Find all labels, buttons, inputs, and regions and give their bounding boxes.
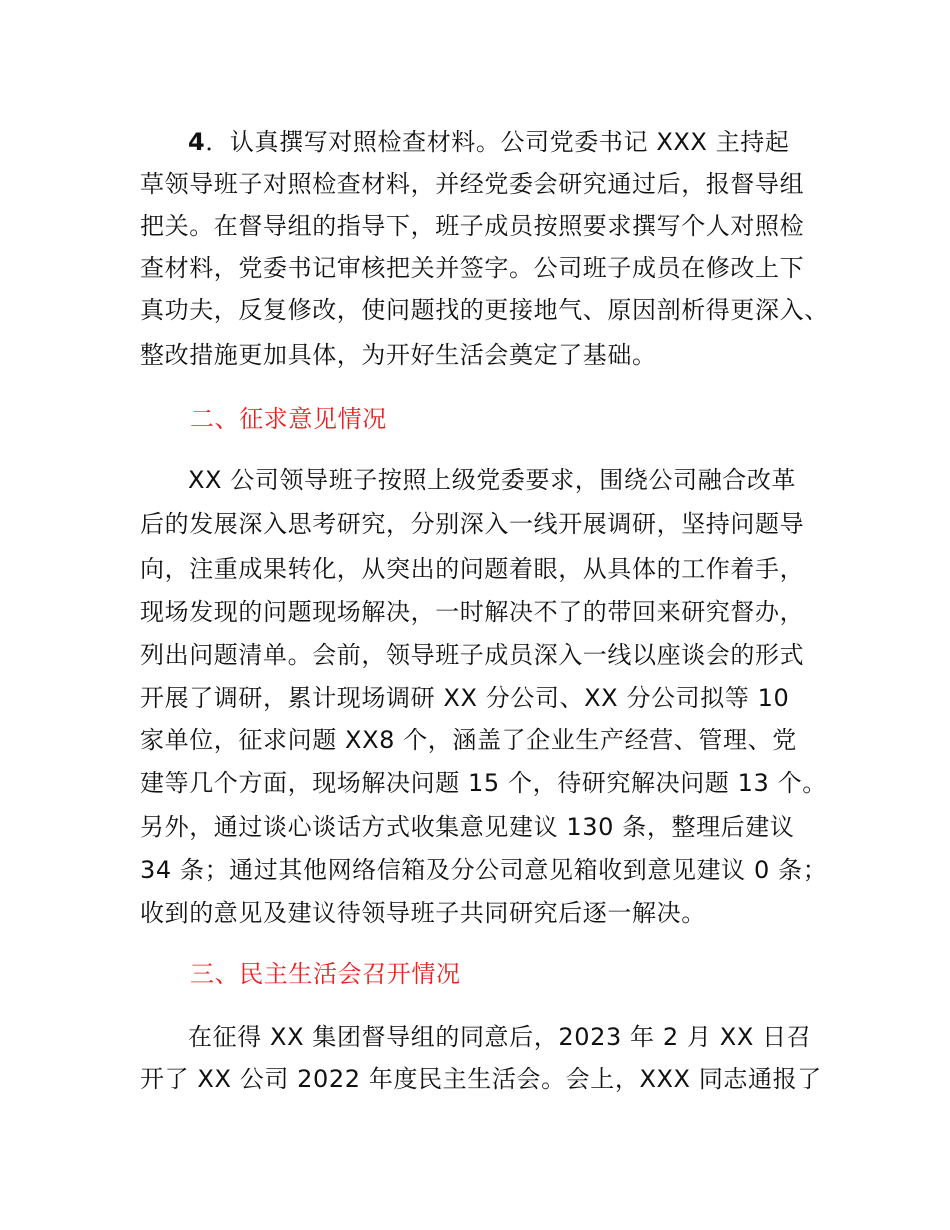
paragraph-line: 现场发现的问题现场解决，一时解决不了的带回来研究督办， bbox=[140, 598, 805, 626]
paragraph-line: 真功夫，反复修改，使问题找的更接地气、原因剖析得更深入、 bbox=[140, 296, 829, 324]
paragraph-line: 收到的意见及建议待领导班子共同研究后逐一解决。 bbox=[140, 899, 706, 927]
paragraph-line: 草领导班子对照检查材料，并经党委会研究通过后，报督导组 bbox=[140, 170, 805, 198]
paragraph-line: 另外，通过谈心谈话方式收集意见建议 130 条，整理后建议 bbox=[140, 813, 795, 841]
paragraph-item4-line-1 bbox=[188, 127, 790, 157]
paragraph-line: 开展了调研，累计现场调研 XX 分公司、XX 分公司拟等 10 bbox=[140, 684, 790, 712]
paragraph-line: 建等几个方面，现场解决问题 15 个，待研究解决问题 13 个。 bbox=[140, 769, 827, 797]
text-run: ．认真撰写对照检查材料。公司党委书记 XXX 主持起 bbox=[205, 128, 790, 156]
item-number: 4 bbox=[188, 128, 206, 156]
paragraph-line: 家单位，征求问题 XX8 个，涵盖了企业生产经营、管理、党 bbox=[140, 726, 797, 754]
section-heading-3: 三、民主生活会召开情况 bbox=[190, 960, 461, 988]
paragraph-line: 整改措施更加具体，为开好生活会奠定了基础。 bbox=[140, 341, 657, 369]
paragraph-line: 在征得 XX 集团督导组的同意后，2023 年 2 月 XX 日召 bbox=[188, 1023, 812, 1051]
paragraph-line: 向，注重成果转化，从突出的问题着眼，从具体的工作着手， bbox=[140, 555, 805, 583]
paragraph-line: XX 公司领导班子按照上级党委要求，围绕公司融合改革 bbox=[188, 466, 797, 494]
section-heading-2: 二、征求意见情况 bbox=[190, 405, 387, 433]
paragraph-line: 34 条；通过其他网络信箱及分公司意见箱收到意见建议 0 条； bbox=[140, 856, 828, 884]
paragraph-line: 开了 XX 公司 2022 年度民主生活会。会上，XXX 同志通报了 bbox=[140, 1065, 822, 1093]
paragraph-line: 后的发展深入思考研究，分别深入一线开展调研，坚持问题导 bbox=[140, 510, 805, 538]
paragraph-line: 把关。在督导组的指导下，班子成员按照要求撰写个人对照检 bbox=[140, 212, 805, 240]
paragraph-line: 列出问题清单。会前，领导班子成员深入一线以座谈会的形式 bbox=[140, 641, 805, 669]
paragraph-line: 查材料，党委书记审核把关并签字。公司班子成员在修改上下 bbox=[140, 254, 805, 282]
